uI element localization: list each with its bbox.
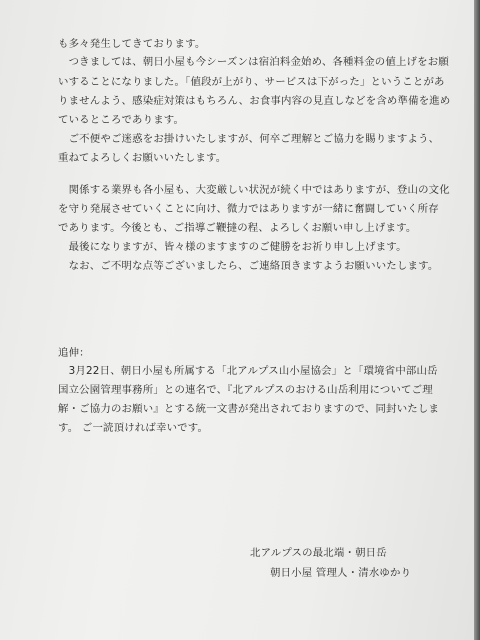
body-line: ているところであります。: [58, 114, 185, 126]
body-line: も多々発生してきております。: [58, 38, 206, 50]
body-line: 関係する業界も各小屋も、大変厳しい状況が続く中ではありますが、登山の文化: [58, 184, 450, 196]
body-line: ご不便やご迷惑をお掛けいたしますが、何卒ご理解とご協力を賜りますよう、: [58, 133, 440, 145]
body-line: いすることになりました。「値段が上がり、サービスは下がった」ということがあ: [58, 76, 445, 88]
body-line: 重ねてよろしくお願いいたします。: [58, 152, 227, 164]
body-line: を守り発展させていくことに向け、微力ではありますが一緒に奮闘していく所存: [58, 203, 439, 215]
signature-name: 朝日小屋 管理人・清水ゆかり: [270, 567, 412, 579]
postscript-line: 解・ご協力のお願い』とする統一文書が発出されておりますので、同封いたしま: [58, 403, 440, 415]
body-line: であります。今後とも、ご指導ご鞭撻の程、よろしくお願い申し上げます。: [58, 222, 417, 234]
body-line: りませんよう、感染症対策はもちろん、お食事内容の見直しなどを含め準備を進め: [58, 95, 451, 107]
page-edge-shadow: [474, 0, 480, 640]
body-line: つきましては、朝日小屋も今シーズンは宿泊料金始め、各種料金の値上げをお願: [58, 56, 449, 68]
body-line: 最後になりますが、皆々様のますますのご健勝をお祈り申し上げます。: [58, 241, 407, 253]
postscript-line: 3月22日、朝日小屋も所属する「北アルプス山小屋協会」と「環境省中部山岳: [58, 365, 438, 377]
postscript-line: 国立公園管理事務所」との連名で、『北アルプスのおける山岳利用についてご理: [58, 384, 433, 396]
signature-affiliation: 北アルプスの最北端・朝日岳: [250, 547, 387, 559]
body-line: なお、ご不明な点等ございましたら、ご連絡頂きますようお願いいたします。: [58, 260, 439, 272]
postscript-heading: 追伸：: [58, 347, 90, 359]
postscript-line: す。 ご一読頂ければ幸いです。: [58, 422, 209, 434]
